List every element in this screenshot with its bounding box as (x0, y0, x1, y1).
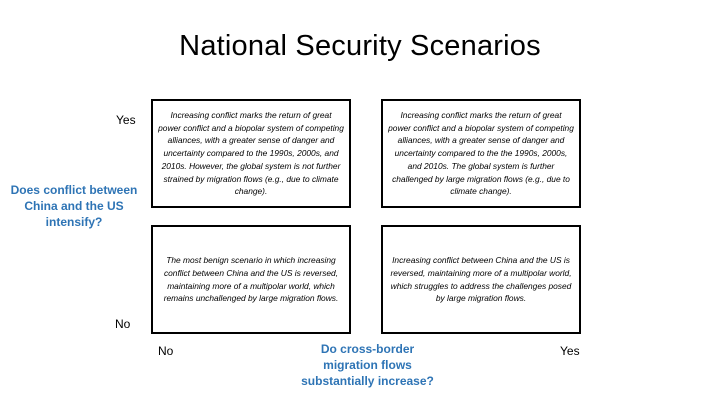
x-axis-question: Do cross-border migration flows substantially increase? (301, 342, 434, 388)
y-axis-yes-label: Yes (116, 113, 136, 127)
x-axis-no-label: No (158, 344, 174, 358)
scenario-text-bottom-left: The most benign scenario in which increasing conflict between China and the US is reversed, maintaining more of a multipolar world, which remains unchallenged by large migration flows. (163, 254, 339, 304)
scenario-box-top-left (151, 99, 351, 208)
x-axis-yes-label: Yes (560, 344, 580, 358)
scenario-box-bottom-right (381, 225, 581, 334)
scenario-box-top-right (381, 99, 581, 208)
scenario-text-bottom-right: Increasing conflict between China and the US is reversed, maintaining more of a multipolar world, which struggles to address the challenges posed by large migration flows. (390, 254, 572, 304)
y-axis-no-label: No (115, 317, 131, 331)
scenario-text-top-left: Increasing conflict marks the return of great power conflict and a biopolar system of competing alliances, with a greater sense of danger and uncertainty compared to the 1990s, 2000s, and 2010s. However, the global system is not further strained by migration flows (e.g., due to climate change). (158, 109, 344, 197)
y-axis-question: Does conflict between China and the US intensify? (10, 183, 138, 229)
slide-title: National Security Scenarios (179, 30, 541, 62)
scenario-box-bottom-left (151, 225, 351, 334)
scenario-text-top-right: Increasing conflict marks the return of great power conflict and a biopolar system of competing alliances, with a greater sense of danger and uncertainty compared to the the 1990s, 2000s, and 2010s. The global system is further challenged by large migration flows (e.g., due to climate change). (388, 109, 574, 197)
